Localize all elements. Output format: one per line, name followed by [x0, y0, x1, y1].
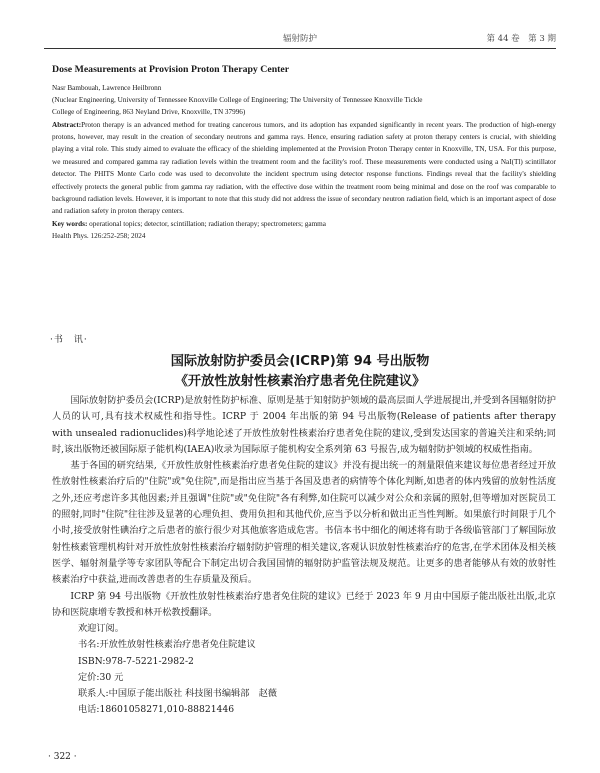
article-authors: Nasr Bambouah, Lawrence Heilbronn — [52, 84, 162, 92]
page-number: · 322 · — [48, 752, 77, 762]
running-head — [44, 32, 556, 46]
contact: 联系人:中国原子能出版社 科技图书编辑部 赵薇 — [78, 687, 277, 699]
abstract-text: Proton therapy is an advanced method for treating cancerous tumors, and its adoption has expanded significantly in recent years. The production of high-energy protons, however, may result in the creation of secondary neutrons and gamma rays. Hence, ensuring radiation safety at proton therapy centers is crucial, with shielding playing a vital role. This study aimed to evaluate the efficacy of the shielding implemented at the Provision Proton Therapy center in Knoxville, TN, USA. For this purpose, we measured and compared gamma ray radiation levels within the treatment room and the facility's roof. These measurements were conducted using a NaI(Tl) scintillator detector. The PHITS Monte Carlo code was used to deconvolute the incident spectrum using detector response functions. Findings reveal that the facility's shielding effectively protects the general public from gamma ray radiation, with the effective dose within the treatment room being minimal and dose on the roof was comparable to background radiation levels. However, it is important to note that this study did not address the issue of secondary neutron radiation field, which is an important aspect of dose and radiation safety in proton therapy centers. — [52, 120, 556, 216]
affiliation-line-2: College of Engineering, 863 Neyland Drive, Knoxville, TN 37996) — [52, 108, 246, 117]
section-marker: ·书 讯· — [50, 335, 88, 345]
book-notice-body — [52, 393, 556, 718]
citation: Health Phys. 126:252-258; 2024 — [52, 232, 146, 241]
abstract-paragraph — [52, 119, 556, 218]
english-abstract — [52, 64, 556, 242]
keywords-text: operational topics; detector, scintillation; radiation therapy; spectrometers; gamma — [87, 219, 326, 228]
book-notice-title-line-2: 《开放性放射性核素治疗患者免住院建议》 — [174, 374, 426, 389]
price: 定价:30 元 — [78, 671, 124, 683]
notice-paragraph-2: 基于各国的研究结果,《开放性放射性核素治疗患者免住院的建议》并没有提出统一的剂量限值来建议每位患者经过开放性放射性核素治疗后的"住院"或"免住院",而是指出应当基于各国及患者的病情等个体化判断,如患者的体内残留的放射性活度之外,还应考虑许多其他因素;并且强调"住院"或"免住院"各有利弊,如住院可以减少对公众和亲属的照射,但等增加对医院员工的照射,同时"住院"往往涉及显著的心理负担、费用负担和其他代价,应当予以分析和做出正当性判断。如果旅行时间限于几个小时,接受放射性碘治疗之后患者的旅行很少对其他旅客造成危害。书信本书中细化的阐述将有助于各级临管部门了解国际放射性核素管理机构针对开放性放射性核素治疗辐射防护管理的相关建议,客观认识放射性核素治疗的危害,在学术团体及相关核医学、辐射剂量学等专家团队等配合下制定出切合我国国情的辐射防护监管法规及规范。让更多的患者能够从有效的放射性核素治疗中获益,进而改善患者的生存质量及预后。 — [52, 460, 556, 586]
keywords-paragraph — [52, 218, 556, 230]
book-notice-title-line-1: 国际放射防护委员会(ICRP)第 94 号出版物 — [170, 354, 430, 369]
article-title: Dose Measurements at Provision Proton Therapy Center — [52, 64, 290, 75]
phone: 电话:18601058271,010-88821446 — [78, 704, 235, 716]
order-welcome: 欢迎订阅。 — [78, 623, 124, 635]
keywords-label: Key words: — [52, 219, 88, 228]
isbn: ISBN:978-7-5221-2982-2 — [78, 655, 194, 667]
header-rule — [44, 48, 556, 49]
notice-paragraph-3: ICRP 第 94 号出版物《开放性放射性核素治疗患者免住院的建议》已经于 2023 年 9 月由中国原子能出版社出版,北京协和医院康增专教授和林开松教授翻译。 — [52, 590, 556, 618]
volume-issue: 第 44 卷 第 3 期 — [486, 34, 556, 44]
affiliation-line-1: (Nuclear Engineering, University of Tennessee Knoxville College of Engineering; The University of Tennessee Knoxville Tickle — [52, 96, 423, 105]
notice-paragraph-1: 国际放射防护委员会(ICRP)是放射性防护标准、原则是基于知射防护领域的最高层面人学进展提出,并受到各国辐射防护人员的认可,具有技术权威性和指导性。ICRP 于 2004 年出版的第 94 号出版物(Release of patients after therapy with unsealed radionuclides)科学地论述了开放性放射性核素治疗患者免住院的建议,受到发达国家的普遍关注和采纳;同时,该出版物还被国际原子能机构(IAEA)收录为国际原子能机构安全系列第 63 号报告,成为辐射防护领域的权威性指南。 — [52, 395, 556, 455]
journal-name: 辐射防护 — [282, 34, 317, 44]
book-name: 书名:开放性放射性核素治疗患者免住院建议 — [78, 639, 256, 651]
abstract-label: Abstract: — [52, 120, 82, 129]
